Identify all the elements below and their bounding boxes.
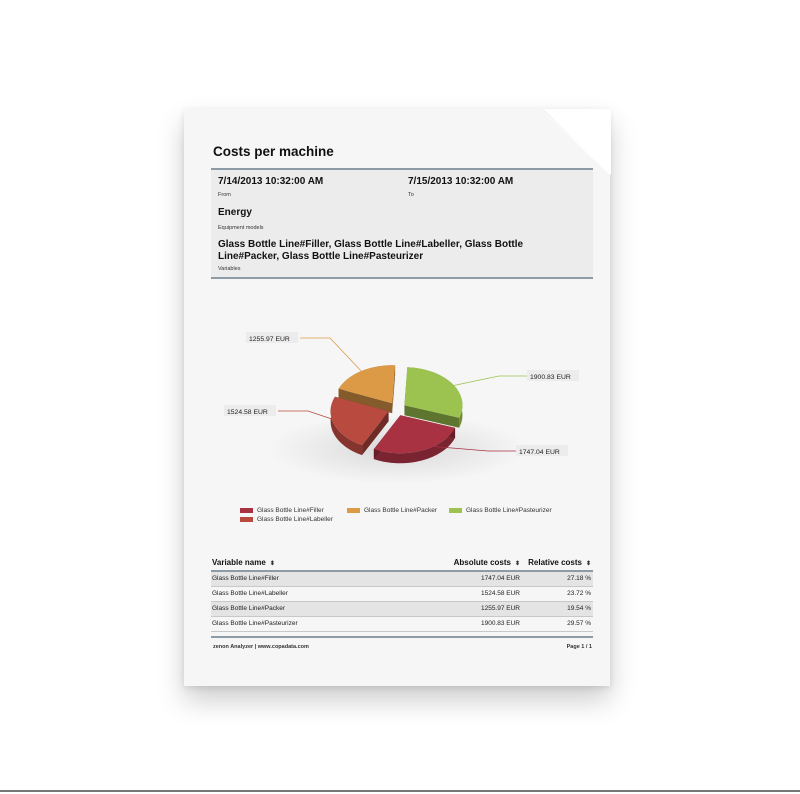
table-header	[211, 556, 593, 572]
cell-absolute: 1747.04 EUR	[480, 575, 520, 582]
report-title: Costs per machine	[213, 144, 334, 159]
legend-item-labeller	[240, 516, 333, 523]
legend-swatch-packer	[347, 508, 360, 513]
header-variable-name[interactable]: Variable name ⬍	[212, 558, 275, 567]
variables-label: Variables	[218, 266, 241, 272]
sort-arrows-icon[interactable]: ⬍	[585, 561, 591, 567]
table-row	[211, 587, 593, 602]
cost-pie-chart	[184, 314, 610, 524]
data-label-pasteurizer: 1900.83 EUR	[530, 374, 571, 381]
legend-swatch-pasteurizer	[449, 508, 462, 513]
legend-label-filler: Glass Bottle Line#Filler	[257, 507, 324, 514]
header-relative-costs[interactable]: Relative costs ⬍	[528, 558, 591, 567]
data-label-filler: 1747.04 EUR	[519, 449, 560, 456]
sort-arrows-icon[interactable]: ⬍	[269, 561, 275, 567]
leader-line-packer	[300, 338, 366, 376]
from-date: 7/14/2013 10:32:00 AM	[218, 176, 324, 187]
legend-item-pasteurizer	[449, 507, 552, 514]
cell-absolute: 1900.83 EUR	[480, 620, 520, 627]
table-row	[211, 572, 593, 587]
legend-label-pasteurizer: Glass Bottle Line#Pasteurizer	[466, 507, 552, 514]
data-label-packer: 1255.97 EUR	[249, 336, 290, 343]
legend-label-labeller: Glass Bottle Line#Labeller	[257, 516, 333, 523]
legend-label-packer: Glass Bottle Line#Packer	[364, 507, 437, 514]
page-number: Page 1 / 1	[566, 644, 592, 650]
report-page	[184, 109, 610, 686]
from-label: From	[218, 192, 231, 198]
variables-list: Glass Bottle Line#Filler, Glass Bottle Line#Labeller, Glass Bottle Line#Packer, Glass Bottle Line#Pasteurizer	[218, 239, 524, 262]
legend-item-packer	[347, 507, 437, 514]
cost-table	[211, 556, 593, 632]
table-row	[211, 602, 593, 617]
cell-variable: Glass Bottle Line#Packer	[212, 605, 285, 612]
to-date: 7/15/2013 10:32:00 AM	[408, 176, 514, 187]
bottom-divider	[0, 790, 800, 792]
header-absolute-costs[interactable]: Absolute costs ⬍	[453, 558, 520, 567]
sort-arrows-icon[interactable]: ⬍	[514, 561, 520, 567]
cell-relative: 19.54 %	[567, 605, 591, 612]
equipment-model: Energy	[218, 207, 252, 218]
legend-item-filler	[240, 507, 324, 514]
legend-swatch-filler	[240, 508, 253, 513]
cell-absolute: 1255.97 EUR	[480, 605, 520, 612]
cell-relative: 29.57 %	[567, 620, 591, 627]
cell-absolute: 1524.58 EUR	[480, 590, 520, 597]
cell-variable: Glass Bottle Line#Pasteurizer	[212, 620, 298, 627]
data-label-labeller: 1524.58 EUR	[227, 409, 268, 416]
to-label: To	[408, 192, 414, 198]
cell-relative: 27.18 %	[567, 575, 591, 582]
report-parameters	[211, 168, 593, 279]
leader-line-pasteurizer	[445, 376, 529, 387]
footer-divider	[211, 636, 593, 638]
footer-brand: zenon Analyzer | www.copadata.com	[213, 644, 309, 650]
cell-variable: Glass Bottle Line#Filler	[212, 575, 279, 582]
table-row	[211, 617, 593, 632]
cell-relative: 23.72 %	[567, 590, 591, 597]
cell-variable: Glass Bottle Line#Labeller	[212, 590, 288, 597]
legend-swatch-labeller	[240, 517, 253, 522]
equipment-label: Equipment models	[218, 225, 264, 231]
